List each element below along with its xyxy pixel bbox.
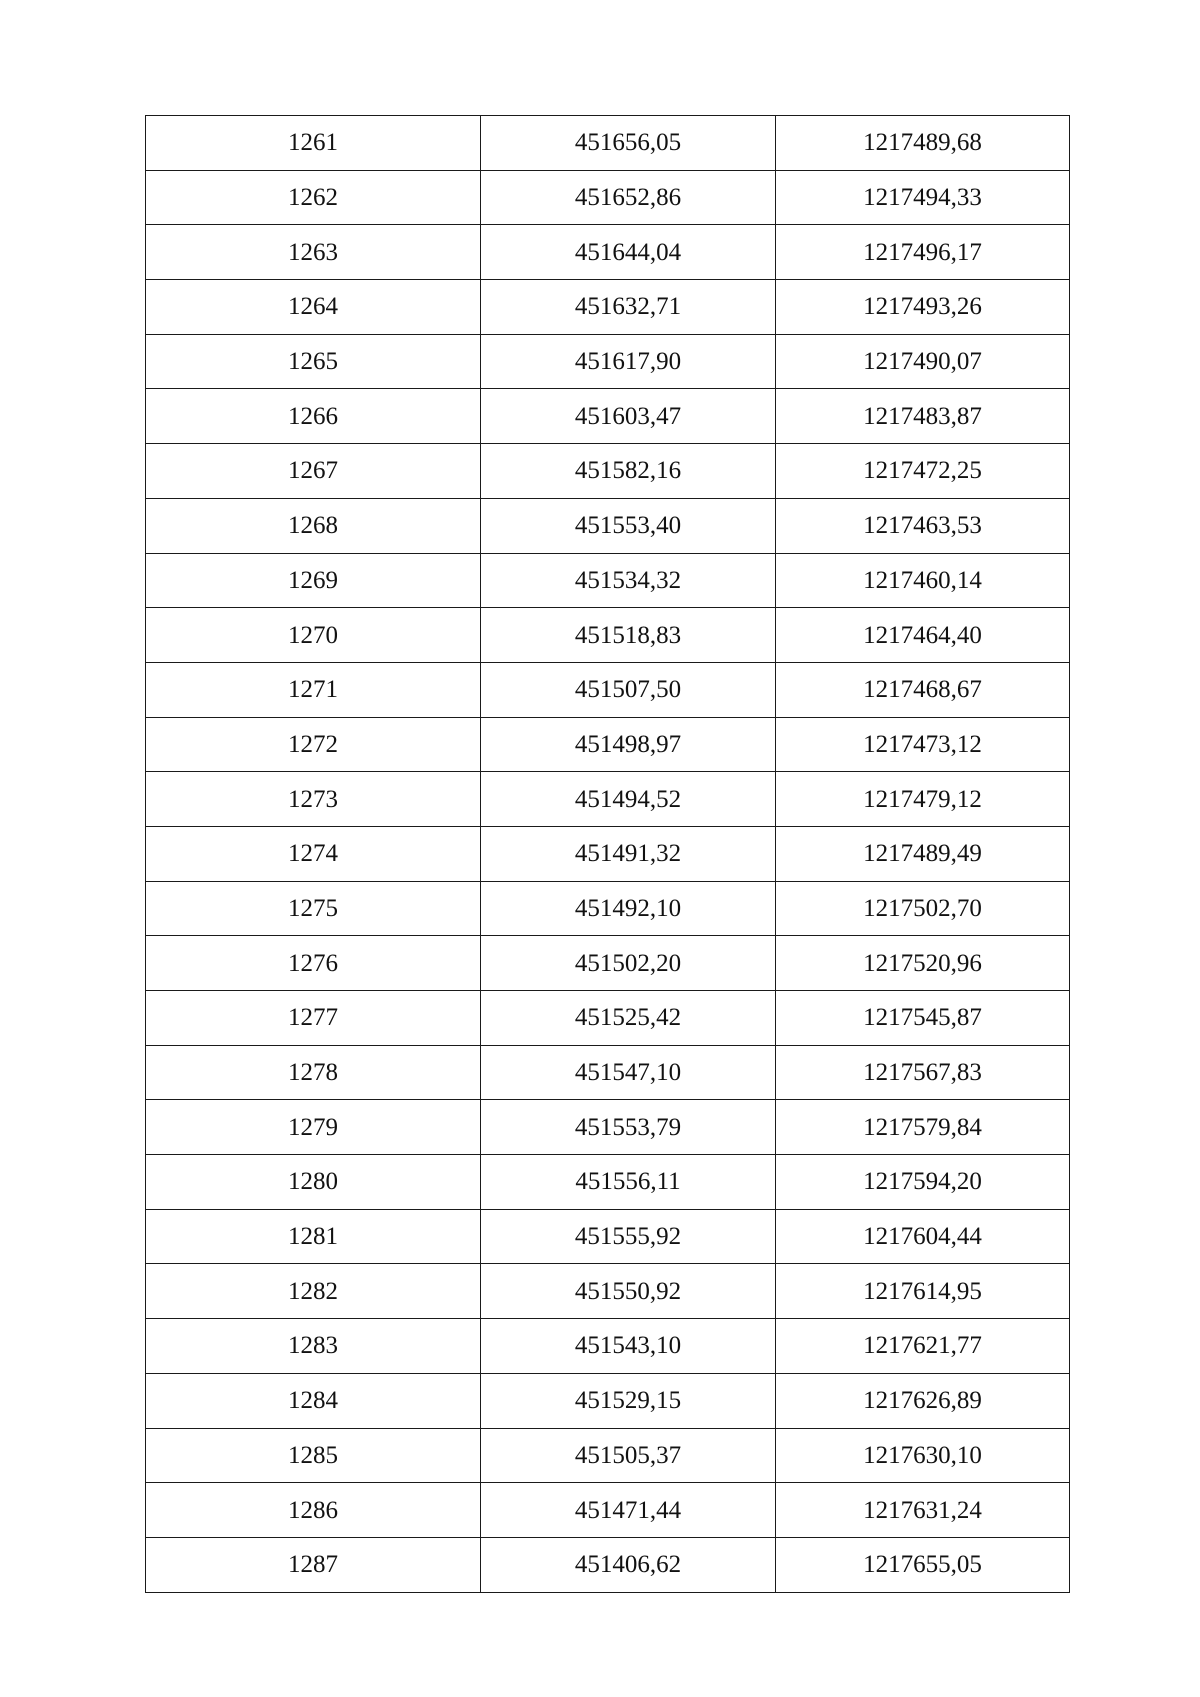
x-coordinate-cell: 451547,10 <box>481 1045 776 1100</box>
x-coordinate-cell: 451534,32 <box>481 553 776 608</box>
point-number-cell: 1272 <box>146 717 481 772</box>
table-row <box>146 553 1070 608</box>
table-row <box>146 1428 1070 1483</box>
table-row <box>146 280 1070 335</box>
x-coordinate-cell: 451518,83 <box>481 608 776 663</box>
y-coordinate-cell: 1217594,20 <box>776 1155 1070 1210</box>
x-coordinate-cell: 451632,71 <box>481 280 776 335</box>
y-coordinate-cell: 1217479,12 <box>776 772 1070 827</box>
table-row <box>146 772 1070 827</box>
point-number-cell: 1274 <box>146 826 481 881</box>
y-coordinate-cell: 1217520,96 <box>776 936 1070 991</box>
point-number-cell: 1285 <box>146 1428 481 1483</box>
x-coordinate-cell: 451502,20 <box>481 936 776 991</box>
point-number-cell: 1275 <box>146 881 481 936</box>
point-number-cell: 1279 <box>146 1100 481 1155</box>
x-coordinate-cell: 451555,92 <box>481 1209 776 1264</box>
point-number-cell: 1266 <box>146 389 481 444</box>
table-row <box>146 826 1070 881</box>
y-coordinate-cell: 1217545,87 <box>776 991 1070 1046</box>
point-number-cell: 1268 <box>146 498 481 553</box>
x-coordinate-cell: 451617,90 <box>481 334 776 389</box>
x-coordinate-cell: 451553,79 <box>481 1100 776 1155</box>
x-coordinate-cell: 451471,44 <box>481 1483 776 1538</box>
y-coordinate-cell: 1217604,44 <box>776 1209 1070 1264</box>
y-coordinate-cell: 1217483,87 <box>776 389 1070 444</box>
table-row <box>146 1100 1070 1155</box>
y-coordinate-cell: 1217464,40 <box>776 608 1070 663</box>
x-coordinate-cell: 451492,10 <box>481 881 776 936</box>
table-row <box>146 1155 1070 1210</box>
x-coordinate-cell: 451543,10 <box>481 1319 776 1374</box>
point-number-cell: 1263 <box>146 225 481 280</box>
x-coordinate-cell: 451553,40 <box>481 498 776 553</box>
x-coordinate-cell: 451507,50 <box>481 662 776 717</box>
table-row <box>146 1319 1070 1374</box>
point-number-cell: 1261 <box>146 116 481 171</box>
table-row <box>146 334 1070 389</box>
y-coordinate-cell: 1217630,10 <box>776 1428 1070 1483</box>
table-row <box>146 170 1070 225</box>
point-number-cell: 1276 <box>146 936 481 991</box>
y-coordinate-cell: 1217567,83 <box>776 1045 1070 1100</box>
point-number-cell: 1267 <box>146 444 481 499</box>
table-row <box>146 1373 1070 1428</box>
table-row <box>146 444 1070 499</box>
table-row <box>146 1483 1070 1538</box>
y-coordinate-cell: 1217621,77 <box>776 1319 1070 1374</box>
y-coordinate-cell: 1217496,17 <box>776 225 1070 280</box>
y-coordinate-cell: 1217468,67 <box>776 662 1070 717</box>
x-coordinate-cell: 451505,37 <box>481 1428 776 1483</box>
table-row <box>146 717 1070 772</box>
table-row <box>146 1264 1070 1319</box>
table-row <box>146 1209 1070 1264</box>
table-row <box>146 608 1070 663</box>
x-coordinate-cell: 451529,15 <box>481 1373 776 1428</box>
y-coordinate-cell: 1217626,89 <box>776 1373 1070 1428</box>
y-coordinate-cell: 1217463,53 <box>776 498 1070 553</box>
y-coordinate-cell: 1217489,68 <box>776 116 1070 171</box>
table-row <box>146 1045 1070 1100</box>
table-row <box>146 936 1070 991</box>
point-number-cell: 1271 <box>146 662 481 717</box>
y-coordinate-cell: 1217494,33 <box>776 170 1070 225</box>
y-coordinate-cell: 1217493,26 <box>776 280 1070 335</box>
y-coordinate-cell: 1217502,70 <box>776 881 1070 936</box>
y-coordinate-cell: 1217579,84 <box>776 1100 1070 1155</box>
table-row <box>146 498 1070 553</box>
table-row <box>146 225 1070 280</box>
y-coordinate-cell: 1217490,07 <box>776 334 1070 389</box>
x-coordinate-cell: 451494,52 <box>481 772 776 827</box>
y-coordinate-cell: 1217489,49 <box>776 826 1070 881</box>
x-coordinate-cell: 451550,92 <box>481 1264 776 1319</box>
point-number-cell: 1284 <box>146 1373 481 1428</box>
y-coordinate-cell: 1217631,24 <box>776 1483 1070 1538</box>
point-number-cell: 1277 <box>146 991 481 1046</box>
x-coordinate-cell: 451656,05 <box>481 116 776 171</box>
x-coordinate-cell: 451491,32 <box>481 826 776 881</box>
x-coordinate-cell: 451652,86 <box>481 170 776 225</box>
x-coordinate-cell: 451525,42 <box>481 991 776 1046</box>
point-number-cell: 1269 <box>146 553 481 608</box>
point-number-cell: 1264 <box>146 280 481 335</box>
point-number-cell: 1283 <box>146 1319 481 1374</box>
y-coordinate-cell: 1217614,95 <box>776 1264 1070 1319</box>
table-row <box>146 116 1070 171</box>
point-number-cell: 1280 <box>146 1155 481 1210</box>
point-number-cell: 1287 <box>146 1537 481 1592</box>
point-number-cell: 1273 <box>146 772 481 827</box>
y-coordinate-cell: 1217473,12 <box>776 717 1070 772</box>
y-coordinate-cell: 1217460,14 <box>776 553 1070 608</box>
table-row <box>146 662 1070 717</box>
point-number-cell: 1281 <box>146 1209 481 1264</box>
coordinates-table <box>145 115 1070 1593</box>
point-number-cell: 1262 <box>146 170 481 225</box>
point-number-cell: 1270 <box>146 608 481 663</box>
x-coordinate-cell: 451644,04 <box>481 225 776 280</box>
table-row <box>146 1537 1070 1592</box>
table-row <box>146 389 1070 444</box>
coordinates-table-body <box>146 116 1070 1593</box>
x-coordinate-cell: 451498,97 <box>481 717 776 772</box>
table-row <box>146 991 1070 1046</box>
table-row <box>146 881 1070 936</box>
x-coordinate-cell: 451556,11 <box>481 1155 776 1210</box>
x-coordinate-cell: 451406,62 <box>481 1537 776 1592</box>
point-number-cell: 1286 <box>146 1483 481 1538</box>
point-number-cell: 1278 <box>146 1045 481 1100</box>
x-coordinate-cell: 451582,16 <box>481 444 776 499</box>
point-number-cell: 1265 <box>146 334 481 389</box>
y-coordinate-cell: 1217472,25 <box>776 444 1070 499</box>
x-coordinate-cell: 451603,47 <box>481 389 776 444</box>
point-number-cell: 1282 <box>146 1264 481 1319</box>
y-coordinate-cell: 1217655,05 <box>776 1537 1070 1592</box>
